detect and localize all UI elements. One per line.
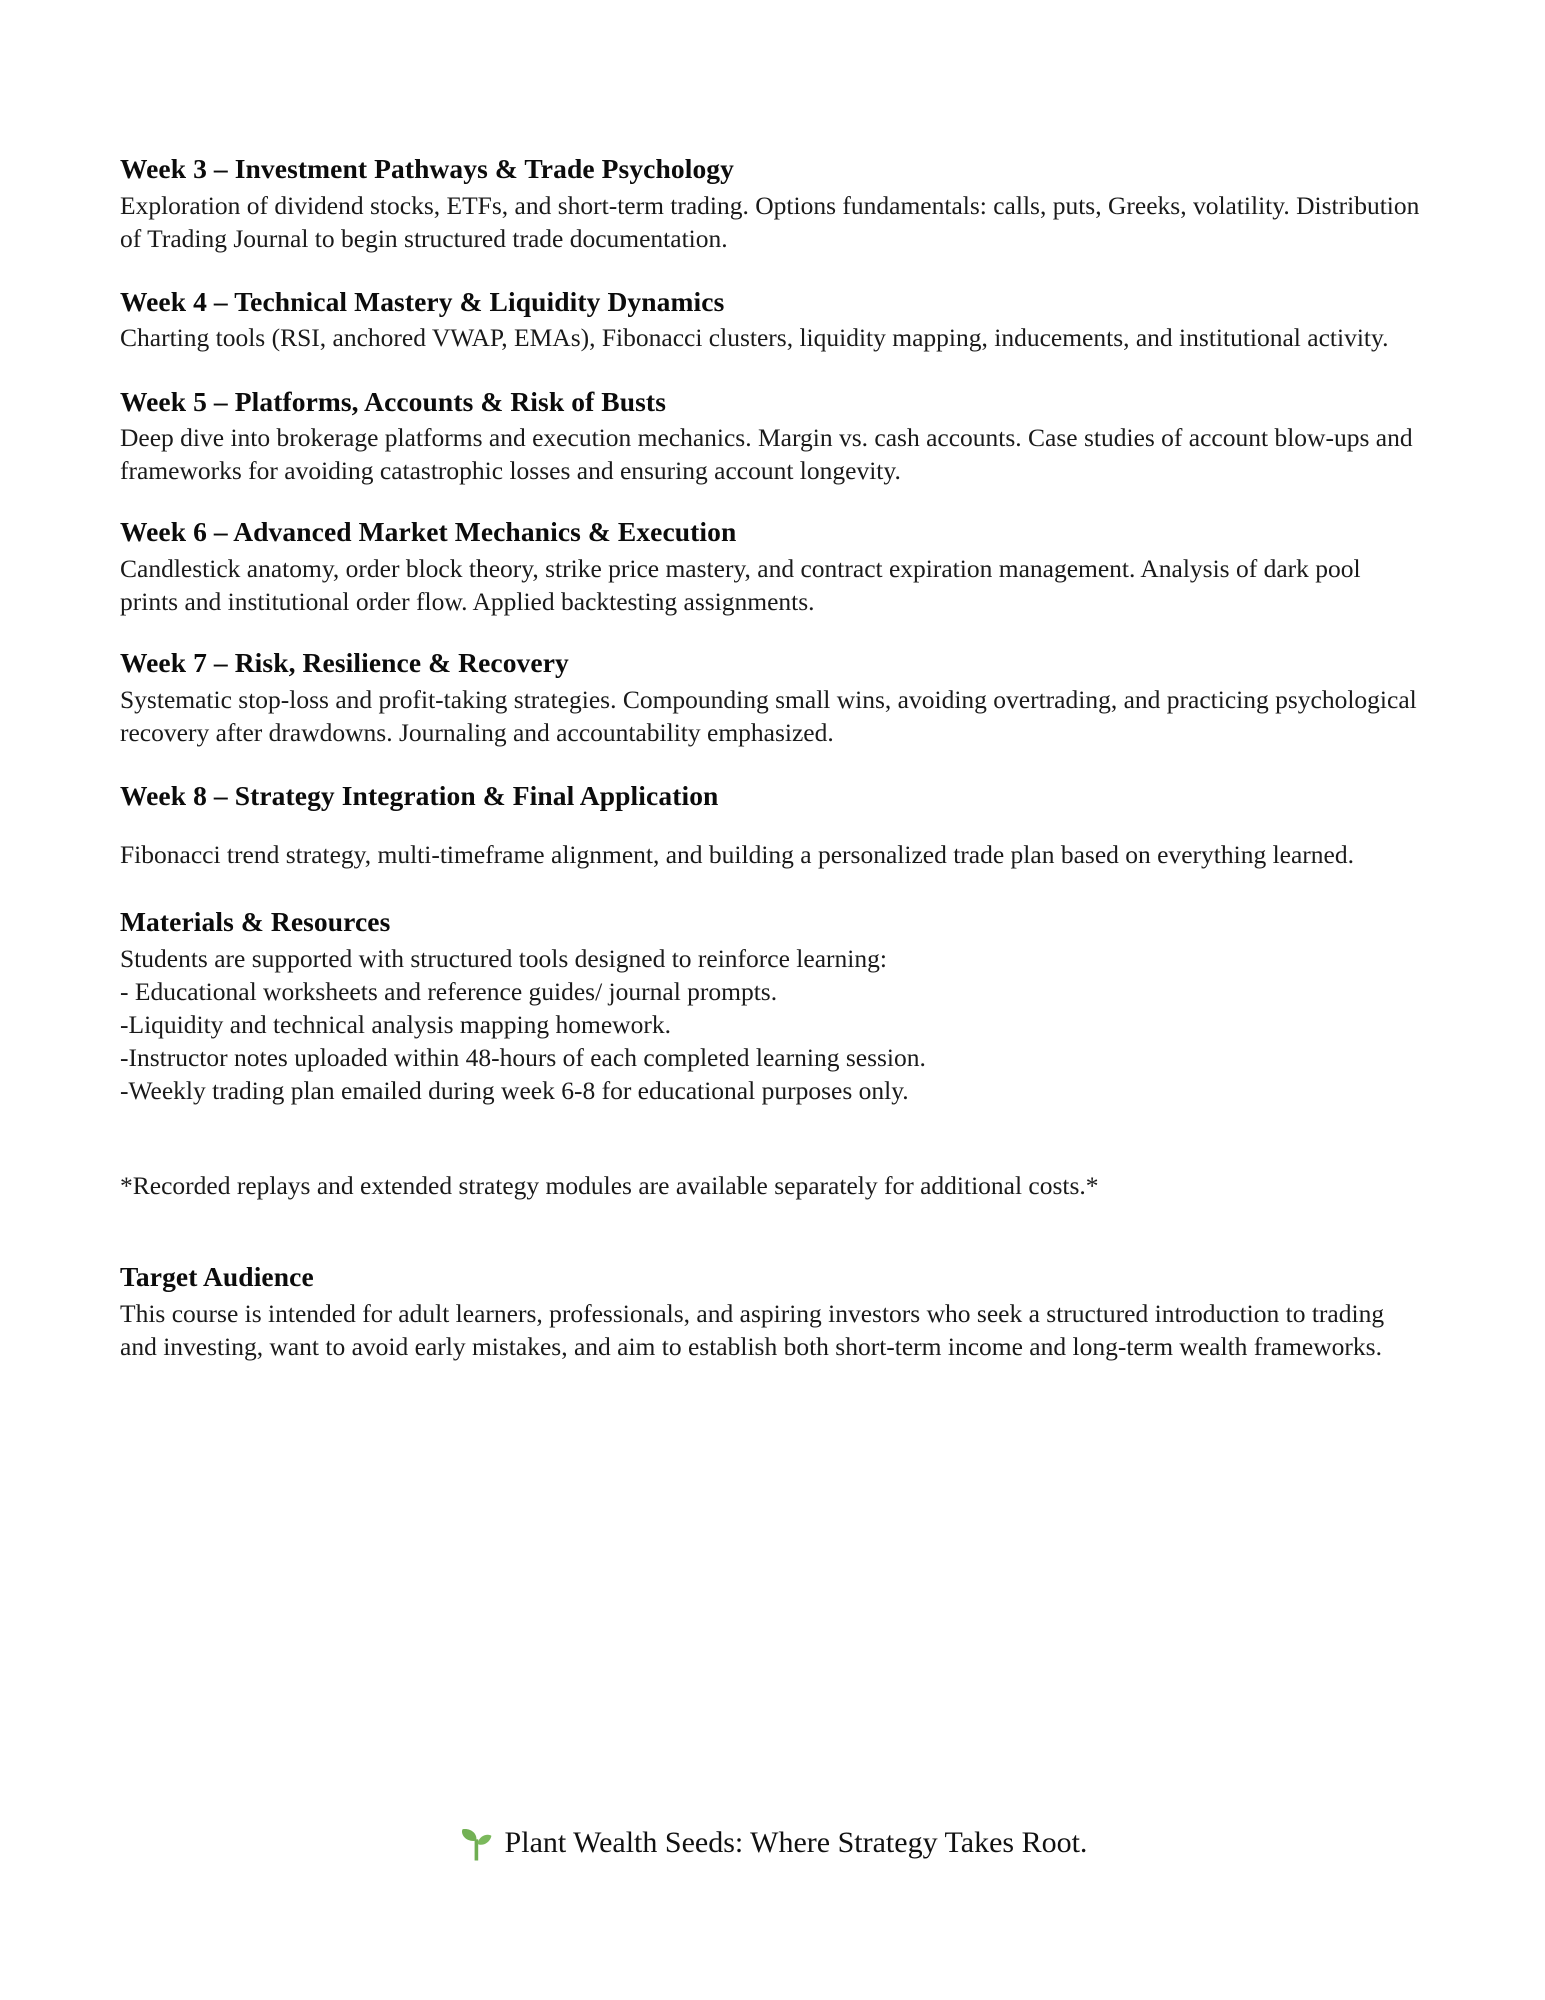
section-week4 [120, 285, 1420, 355]
materials-list-item: -Weekly trading plan emailed during week 6-8 for educational purposes only. [120, 1076, 909, 1106]
materials-list-item: - Educational worksheets and reference guides/ journal prompts. [120, 976, 778, 1006]
footer-inner [458, 1823, 1088, 1863]
section-week6 [120, 515, 1420, 618]
seedling-icon [458, 1823, 494, 1863]
section-body-week4: Charting tools (RSI, anchored VWAP, EMAs), Fibonacci clusters, liquidity mapping, inducements, and institutional activity. [120, 323, 1389, 353]
section-body-week3: Exploration of dividend stocks, ETFs, and short-term trading. Options fundamentals: calls, puts, Greeks, volatility. Distribution of Trading Journal to begin structured trade documentation. [120, 190, 1420, 253]
section-week8 [120, 779, 1420, 874]
section-heading-week8: Week 8 – Strategy Integration & Final Application [120, 780, 719, 811]
footer-tagline: Plant Wealth Seeds: Where Strategy Takes Root. [504, 1826, 1088, 1859]
section-week5 [120, 385, 1420, 488]
section-target-audience [120, 1260, 1420, 1363]
section-heading-week6: Week 6 – Advanced Market Mechanics & Execution [120, 516, 737, 548]
materials-list-item: -Instructor notes uploaded within 48-hours of each completed learning session. [120, 1043, 926, 1073]
footer [0, 1823, 1545, 1868]
materials-intro: Students are supported with structured tools designed to reinforce learning: [120, 943, 887, 973]
section-heading-week3: Week 3 – Investment Pathways & Trade Psychology [120, 153, 735, 184]
materials-list-item: -Liquidity and technical analysis mapping homework. [120, 1009, 671, 1039]
document-body [120, 152, 1420, 1363]
materials-list [120, 975, 1420, 1108]
section-heading-target-audience: Target Audience [120, 1261, 314, 1293]
section-body-week5: Deep dive into brokerage platforms and execution mechanics. Margin vs. cash accounts. Case studies of account blow-ups and frameworks for avoiding catastrophic losses and ensuring account longevity. [120, 423, 1413, 486]
section-heading-week7: Week 7 – Risk, Resilience & Recovery [120, 647, 569, 679]
section-body-week8: Fibonacci trend strategy, multi-timeframe alignment, and building a personalized trade plan based on everything learned. [120, 839, 1354, 869]
section-body-week6: Candlestick anatomy, order block theory, strike price mastery, and contract expiration management. Analysis of dark pool prints and institutional order flow. Applied backtesting assignments. [120, 553, 1361, 617]
section-heading-week4: Week 4 – Technical Mastery & Liquidity Dynamics [120, 285, 725, 317]
section-body-target-audience: This course is intended for adult learners, professionals, and aspiring investors who seek a structured introduction to trading and investing, want to avoid early mistakes, and aim to establish both short-term income and long-term wealth frameworks. [120, 1299, 1385, 1362]
section-week3 [120, 152, 1420, 255]
materials-note: *Recorded replays and extended strategy modules are available separately for additional costs.* [120, 1171, 1099, 1201]
section-heading-materials: Materials & Resources [120, 906, 391, 938]
section-week7 [120, 646, 1420, 749]
section-heading-week5: Week 5 – Platforms, Accounts & Risk of Busts [120, 385, 666, 417]
section-materials-resources [120, 905, 1420, 1202]
section-body-week7: Systematic stop-loss and profit-taking strategies. Compounding small wins, avoiding overtrading, and practicing psychological recovery after drawdowns. Journaling and accountability emphasized. [120, 684, 1417, 747]
